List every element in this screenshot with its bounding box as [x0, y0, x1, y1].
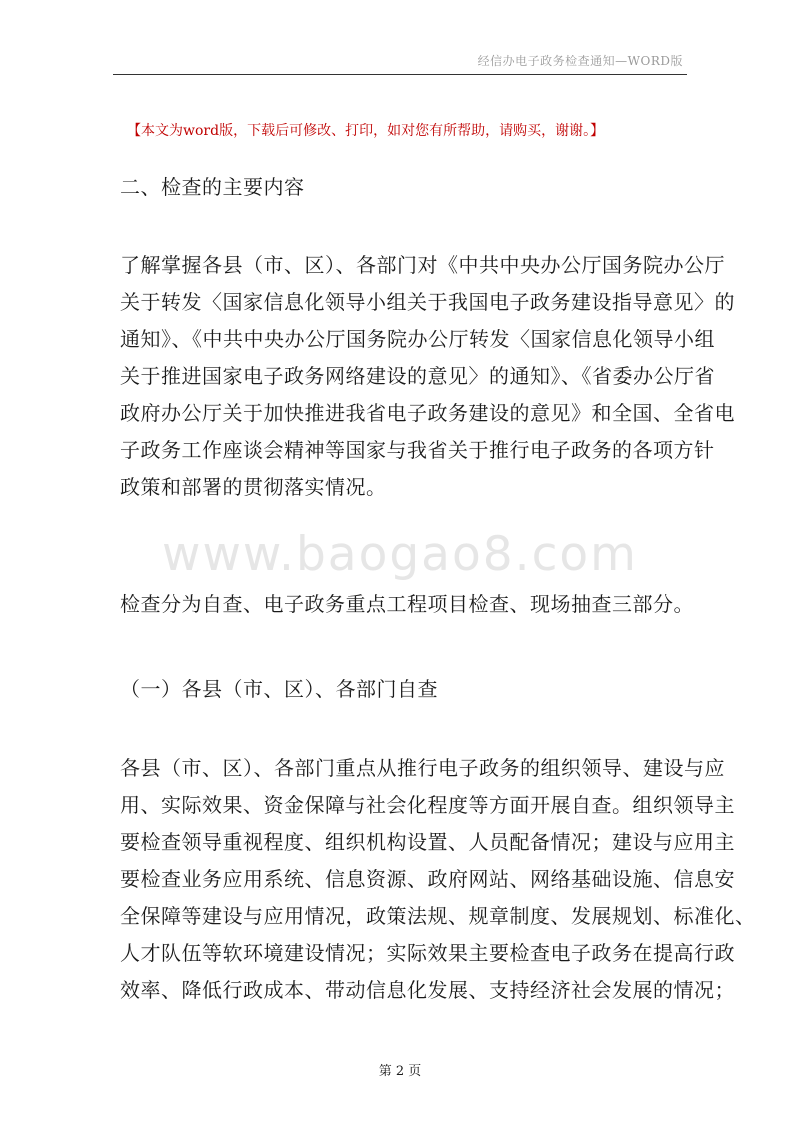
- sub-heading: （一）各县（市、区）、各部门自查: [120, 677, 438, 701]
- paragraph-line: 子政务工作座谈会精神等国家与我省关于推行电子政务的各项方针: [120, 438, 715, 462]
- section-heading: 二、检查的主要内容: [120, 175, 305, 199]
- page-number: 第 2 页: [378, 1064, 422, 1079]
- paragraph-line: 关于转发〈国家信息化领导小组关于我国电子政务建设指导意见〉的: [120, 290, 735, 314]
- paragraph-line: 要检查领导重视程度、组织机构设置、人员配备情况；建设与应用主: [120, 830, 735, 854]
- download-notice: 【本文为word版，下载后可修改、打印，如对您有所帮助，请购买，谢谢。】: [127, 123, 605, 139]
- paragraph-line: 政府办公厅关于加快推进我省电子政务建设的意见》和全国、全省电: [120, 401, 735, 425]
- paragraph-line: 政策和部署的贯彻落实情况。: [120, 475, 387, 499]
- paragraph-line: 效率、降低行政成本、带动信息化发展、支持经济社会发展的情况；: [120, 978, 735, 1002]
- paragraph-line: 要检查业务应用系统、信息资源、政府网站、网络基础设施、信息安: [120, 867, 735, 891]
- header-divider: [113, 74, 687, 75]
- paragraph-line: 关于推进国家电子政务网络建设的意见〉的通知》、《省委办公厅省: [120, 364, 715, 388]
- watermark: www.baogao8.com: [162, 527, 638, 582]
- paragraph-line: 人才队伍等软环境建设情况；实际效果主要检查电子政务在提高行政: [120, 941, 735, 965]
- paragraph-line: 各县（市、区）、各部门重点从推行电子政务的组织领导、建设与应: [120, 756, 725, 780]
- paragraph-line: 用、实际效果、资金保障与社会化程度等方面开展自查。组织领导主: [120, 793, 735, 817]
- paragraph-line: 通知》、《中共中央办公厅国务院办公厅转发〈国家信息化领导小组: [120, 327, 715, 351]
- paragraph-line: 全保障等建设与应用情况，政策法规、规章制度、发展规划、标准化、: [120, 904, 756, 928]
- paragraph-line: 了解掌握各县（市、区）、各部门对《中共中央办公厅国务院办公厅: [120, 253, 725, 277]
- running-header-title: 经信办电子政务检查通知—WORD版: [477, 54, 683, 68]
- paragraph-1: [120, 247, 735, 506]
- paragraph-3: [120, 750, 756, 1009]
- paragraph-2: 检查分为自查、电子政务重点工程项目检查、现场抽查三部分。: [120, 592, 694, 616]
